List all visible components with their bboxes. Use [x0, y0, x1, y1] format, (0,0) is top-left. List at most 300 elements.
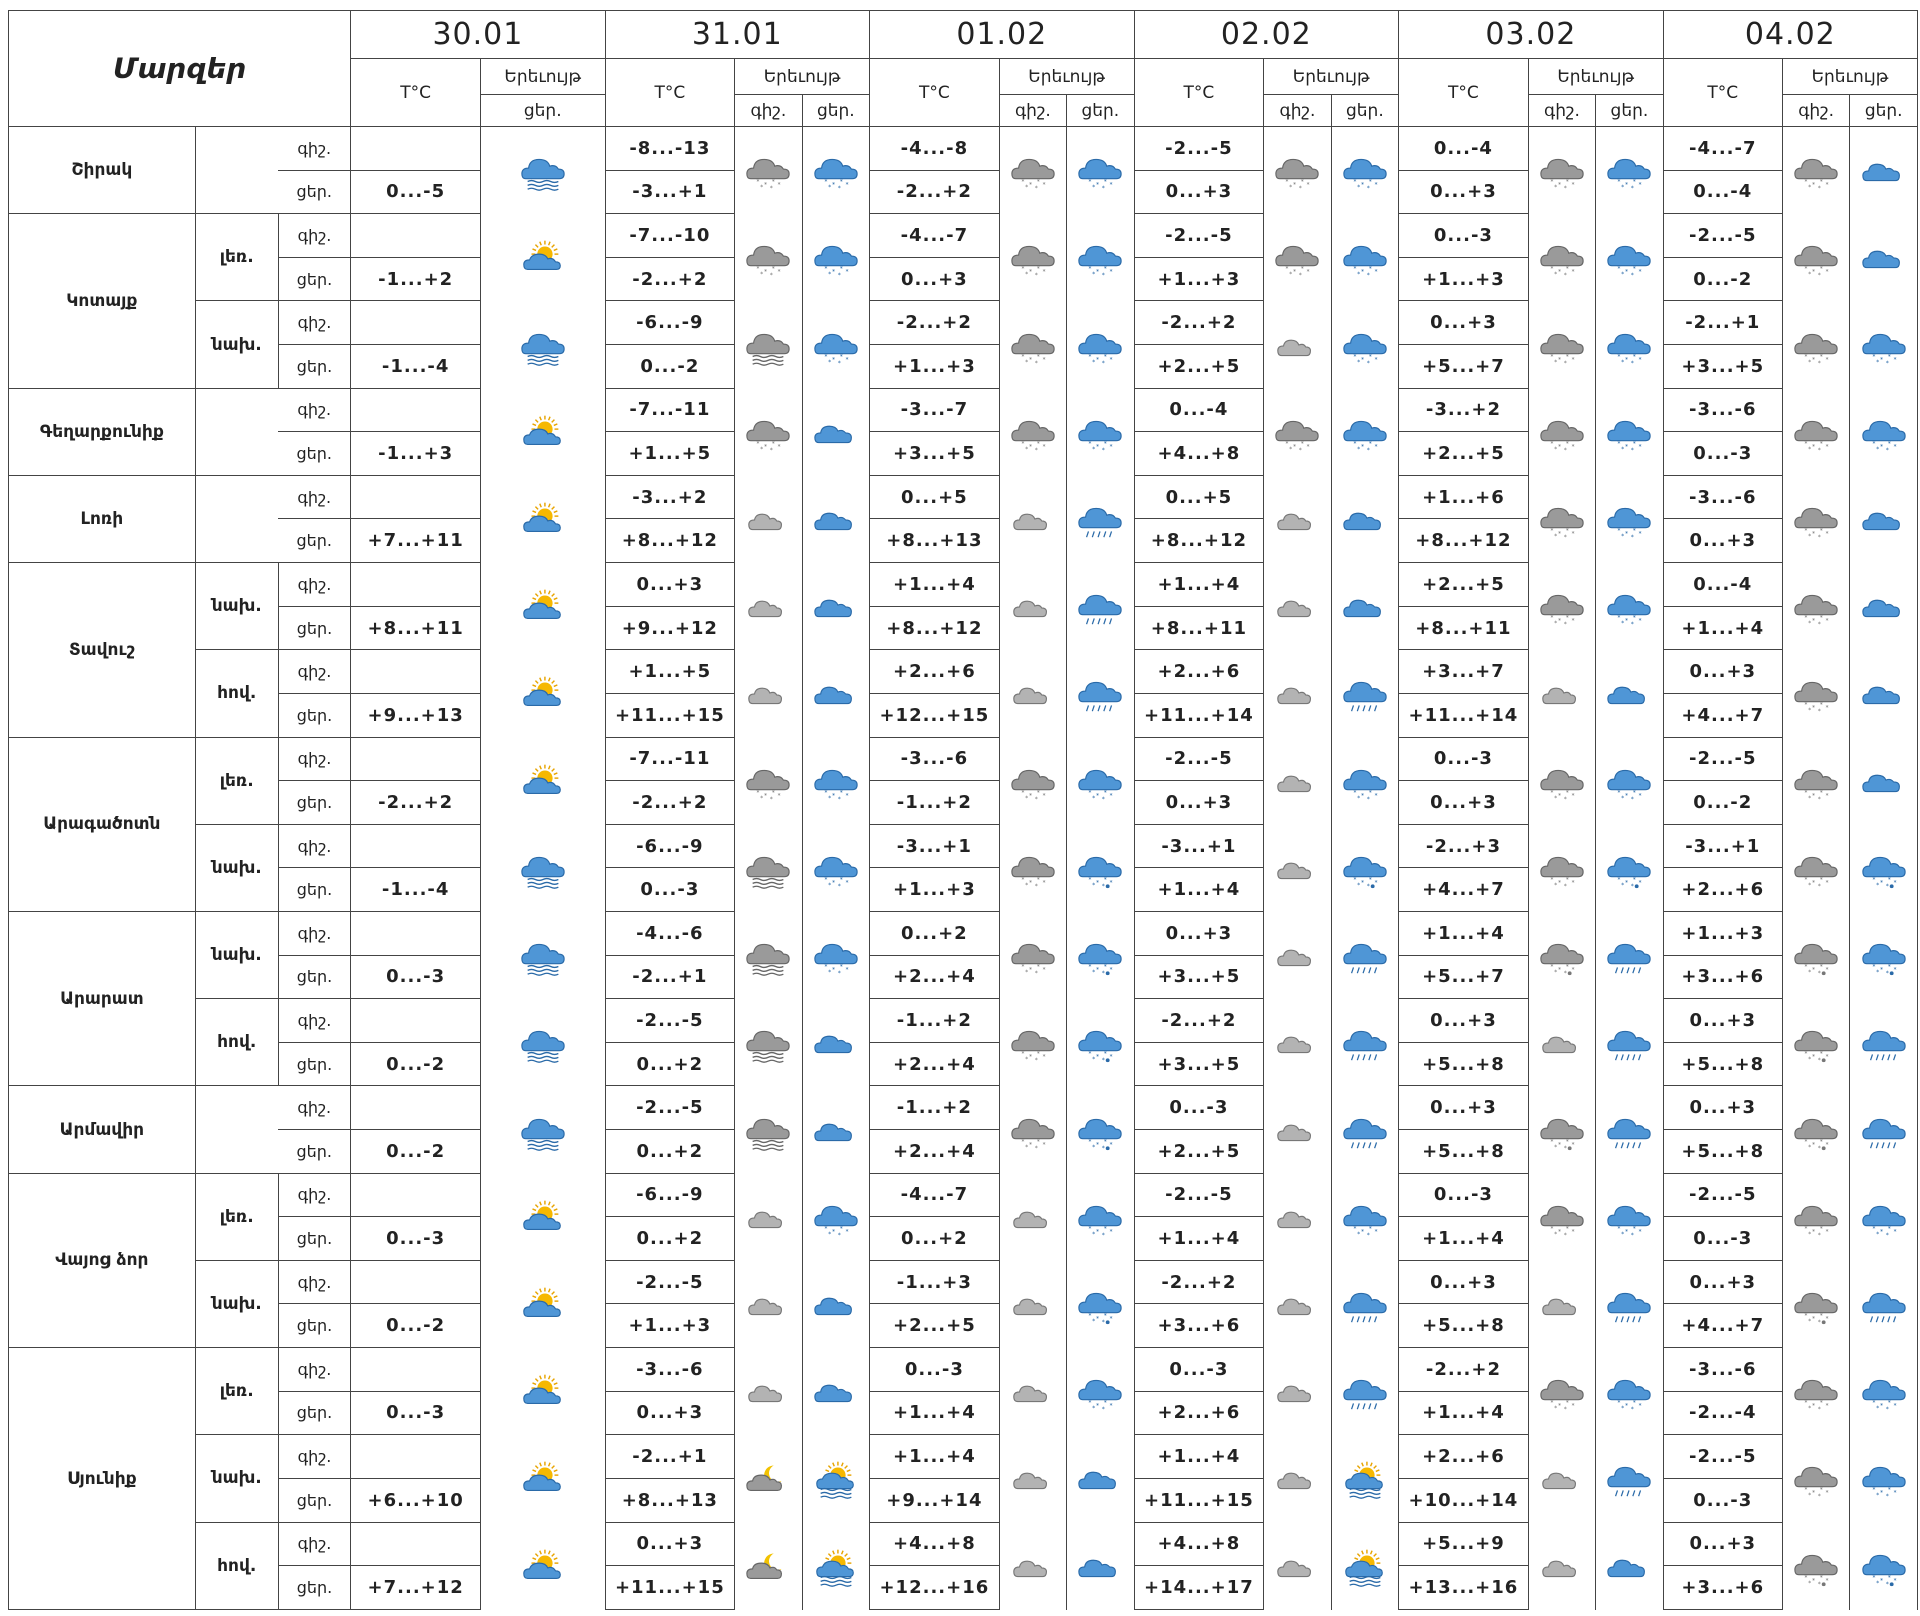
blue-cloud-icon	[1856, 233, 1912, 281]
weather-cell-night	[1264, 737, 1331, 824]
svg-text:*: *	[1812, 705, 1816, 712]
svg-text:*: *	[1353, 877, 1357, 884]
svg-text:*: *	[1021, 179, 1025, 186]
temp-value: +1...+4	[1134, 868, 1264, 912]
temp-value: +4...+7	[1399, 868, 1529, 912]
blue-sleet-icon	[1601, 844, 1657, 892]
gray-cloud-icon	[1269, 757, 1325, 805]
weather-cell-night	[1782, 911, 1849, 998]
gray-snow-icon	[740, 146, 796, 194]
svg-text:*: *	[1088, 266, 1092, 273]
svg-text:*: *	[1092, 1057, 1096, 1064]
temp-value: -7...-11	[605, 388, 735, 432]
svg-text:*: *	[1301, 179, 1305, 186]
weather-cell-day	[1331, 1435, 1398, 1522]
svg-text:*: *	[831, 182, 835, 189]
night-label: գիշ.	[278, 388, 351, 432]
temp-value: 0...-3	[351, 1217, 481, 1261]
svg-text:*: *	[756, 441, 760, 448]
svg-text:*: *	[1096, 880, 1100, 887]
blue-snow-icon	[1601, 321, 1657, 369]
temp-value: 0...+3	[1663, 1522, 1782, 1566]
svg-text:*: *	[777, 444, 781, 451]
gray-cloud-icon	[1534, 669, 1590, 717]
svg-text:*: *	[1818, 971, 1821, 978]
svg-text:*: *	[777, 269, 781, 276]
svg-text:*: *	[845, 356, 849, 363]
temp-value: +1...+4	[1663, 606, 1782, 650]
svg-text:*: *	[756, 790, 760, 797]
blue-cloud-icon	[808, 1018, 864, 1066]
regions-title: Մարզեր	[9, 11, 351, 127]
svg-text:*: *	[1875, 446, 1879, 453]
temp-value: +1...+4	[1134, 563, 1264, 607]
weather-cell-night	[1782, 475, 1849, 562]
date-header: 04.02	[1663, 11, 1917, 59]
sun-cloud-icon	[515, 1454, 571, 1502]
svg-text:*: *	[1109, 880, 1113, 887]
weather-cell-day	[1067, 911, 1134, 998]
subregion-name: նախ.	[195, 824, 278, 911]
svg-text:*: *	[1088, 353, 1092, 360]
svg-text:*: *	[1808, 1493, 1812, 1500]
subregion-name: լեռ.	[195, 1173, 278, 1260]
weather-cell	[481, 1086, 606, 1173]
svg-text:*: *	[1818, 360, 1821, 367]
svg-text:*: *	[824, 790, 828, 797]
gray-fog-icon	[740, 1018, 796, 1066]
weather-cell-night	[1264, 824, 1331, 911]
temp-value	[351, 911, 481, 955]
temp-value: -2...+2	[1134, 999, 1264, 1043]
svg-text:*: *	[1808, 1231, 1812, 1238]
weather-cell-day	[1331, 1173, 1398, 1260]
gray-snow-icon	[1788, 844, 1844, 892]
temp-value: -2...+1	[1663, 301, 1782, 345]
temp-value: +2...+5	[870, 1304, 1000, 1348]
svg-text:*: *	[1812, 1229, 1816, 1236]
temp-value: +5...+8	[1399, 1042, 1529, 1086]
temp-value: -1...-4	[351, 868, 481, 912]
svg-text:*: *	[1818, 709, 1821, 716]
svg-text:*: *	[1092, 795, 1096, 802]
svg-text:*: *	[1804, 877, 1808, 884]
temp-value: -2...+2	[1399, 1348, 1529, 1392]
weather-cell-day	[1596, 650, 1663, 737]
temp-value	[351, 737, 481, 781]
weather-cell	[481, 1522, 606, 1610]
svg-text:*: *	[1872, 1400, 1876, 1407]
weather-cell-night	[1264, 1348, 1331, 1435]
weather-cell-night	[1782, 1348, 1849, 1435]
svg-text:*: *	[1088, 441, 1092, 448]
svg-text:*: *	[831, 1229, 835, 1236]
temp-value: +8...+11	[1399, 606, 1529, 650]
gray-cloud-icon	[1269, 1454, 1325, 1502]
svg-text:*: *	[1639, 1403, 1642, 1410]
svg-text:*: *	[1879, 356, 1883, 363]
svg-text:*: *	[1554, 970, 1558, 977]
svg-text:*: *	[1042, 880, 1046, 887]
svg-text:*: *	[1565, 1400, 1569, 1407]
svg-text:*: *	[1818, 1407, 1821, 1414]
svg-text:*: *	[845, 880, 849, 887]
blue-snow-icon	[1856, 1454, 1912, 1502]
svg-text:*: *	[1104, 1051, 1108, 1058]
table-row	[9, 388, 1918, 432]
temp-value: -7...-10	[605, 214, 735, 258]
weather-cell-day	[1331, 1260, 1398, 1347]
svg-text:*: *	[1550, 441, 1554, 448]
svg-text:*: *	[764, 182, 768, 189]
sun-cloud-icon	[515, 1280, 571, 1328]
svg-text:*: *	[1617, 1400, 1621, 1407]
gray-snow-icon	[1005, 931, 1061, 979]
day-header: ցեր.	[1596, 95, 1663, 127]
gray-cloud-icon	[1269, 321, 1325, 369]
svg-text:*: *	[1299, 273, 1303, 280]
svg-text:*: *	[1088, 1138, 1092, 1145]
svg-text:*: *	[1893, 356, 1897, 363]
temp-value: -1...+2	[870, 781, 1000, 825]
svg-text:*: *	[1307, 269, 1310, 276]
gray-snow-icon	[1534, 757, 1590, 805]
svg-text:*: *	[1550, 353, 1554, 360]
temp-value: +1...+6	[1399, 475, 1529, 519]
svg-text:*: *	[1092, 970, 1096, 977]
svg-text:*: *	[1617, 179, 1621, 186]
svg-text:*: *	[1825, 531, 1829, 538]
sun-cloud-icon	[515, 1193, 571, 1241]
svg-text:*: *	[837, 186, 841, 193]
fog-cloud-icon	[515, 1106, 571, 1154]
svg-text:*: *	[1096, 1229, 1100, 1236]
svg-text:*: *	[1021, 266, 1025, 273]
svg-text:*: *	[1885, 884, 1889, 891]
region-name: Սյունիք	[9, 1348, 196, 1610]
svg-text:*: *	[1042, 269, 1046, 276]
temp-value: +11...+14	[1399, 693, 1529, 737]
gray-fog-icon	[740, 1106, 796, 1154]
blue-snow-icon	[1337, 757, 1393, 805]
blue-rain-icon	[1072, 495, 1128, 543]
svg-text:*: *	[1633, 615, 1637, 622]
gray-snow-icon	[1534, 582, 1590, 630]
svg-text:*: *	[1357, 883, 1361, 890]
svg-text:*: *	[1804, 964, 1808, 971]
weather-cell-day	[802, 301, 869, 388]
gray-sleet-icon	[1534, 931, 1590, 979]
svg-text:*: *	[1042, 1141, 1046, 1148]
weather-cell-day	[1331, 737, 1398, 824]
temp-value: 0...+3	[605, 1391, 735, 1435]
weather-cell-day	[802, 388, 869, 475]
gray-cloud-icon	[1269, 1542, 1325, 1590]
svg-text:*: *	[1804, 1138, 1808, 1145]
weather-cell-night	[1264, 650, 1331, 737]
svg-text:*: *	[772, 179, 776, 186]
weather-cell-night	[735, 911, 802, 998]
svg-text:*: *	[1299, 186, 1303, 193]
blue-rain-icon	[1601, 1280, 1657, 1328]
blue-sleet-icon	[1072, 1280, 1128, 1328]
fog-cloud-icon	[515, 844, 571, 892]
temp-value: -6...-9	[605, 301, 735, 345]
temp-value: -2...+2	[605, 781, 735, 825]
temp-value: 0...-3	[1134, 1086, 1264, 1130]
svg-text:*: *	[828, 272, 832, 279]
day-header: ցեր.	[1067, 95, 1134, 127]
blue-cloud-icon	[808, 1106, 864, 1154]
svg-text:*: *	[1825, 618, 1829, 625]
svg-text:*: *	[1025, 446, 1029, 453]
svg-text:*: *	[1639, 618, 1642, 625]
blue-cloud-icon	[808, 408, 864, 456]
phenomena-header: Երեւույթ	[1528, 59, 1663, 95]
temp-value: 0...-2	[1663, 257, 1782, 301]
sun-fog-icon	[1337, 1454, 1393, 1502]
weather-cell-night	[1528, 1173, 1595, 1260]
weather-cell-night	[1528, 301, 1595, 388]
svg-text:*: *	[1825, 1229, 1829, 1236]
blue-sleet-icon	[1072, 844, 1128, 892]
gray-snow-icon	[1005, 844, 1061, 892]
day-header: ցեր.	[1850, 95, 1918, 127]
svg-text:*: *	[828, 795, 832, 802]
temp-value: -2...+3	[1399, 824, 1529, 868]
svg-text:*: *	[1021, 877, 1025, 884]
svg-text:*: *	[1808, 795, 1812, 802]
weather-cell-night	[1782, 1260, 1849, 1347]
svg-text:*: *	[1307, 444, 1310, 451]
temp-value: +2...+4	[870, 1130, 1000, 1174]
blue-snow-icon	[1337, 233, 1393, 281]
temp-value: -7...-11	[605, 737, 735, 781]
svg-text:*: *	[1804, 1487, 1808, 1494]
temp-value: -4...-7	[1663, 127, 1782, 171]
blue-snow-icon	[1337, 408, 1393, 456]
svg-text:*: *	[1893, 1403, 1897, 1410]
svg-text:*: *	[1812, 269, 1816, 276]
svg-text:*: *	[756, 266, 760, 273]
temp-value: -2...-5	[1663, 1173, 1782, 1217]
temp-value: +3...+5	[870, 432, 1000, 476]
region-name: Տավուշ	[9, 563, 196, 737]
svg-text:*: *	[1819, 615, 1823, 622]
svg-text:*: *	[1808, 1057, 1812, 1064]
svg-text:*: *	[1036, 790, 1040, 797]
svg-text:*: *	[1554, 1231, 1558, 1238]
svg-text:*: *	[1092, 446, 1096, 453]
temp-value: 0...-3	[1663, 432, 1782, 476]
svg-text:*: *	[1025, 1057, 1029, 1064]
weather-cell-night	[735, 1173, 802, 1260]
gray-cloud-icon	[1269, 495, 1325, 543]
night-header: գիշ.	[999, 95, 1066, 127]
svg-text:*: *	[1554, 534, 1558, 541]
temp-value: 0...+3	[1663, 1260, 1782, 1304]
svg-text:*: *	[837, 971, 841, 978]
svg-text:*: *	[1104, 964, 1108, 971]
blue-sleet-icon	[1337, 844, 1393, 892]
svg-text:*: *	[1109, 1229, 1113, 1236]
gray-cloud-icon	[1534, 1018, 1590, 1066]
svg-text:*: *	[1096, 1403, 1100, 1410]
svg-text:*: *	[1104, 877, 1108, 884]
temp-value: -3...-6	[870, 737, 1000, 781]
weather-cell-night	[735, 1435, 802, 1522]
svg-text:*: *	[1819, 353, 1823, 360]
svg-text:*: *	[1825, 1490, 1829, 1497]
svg-text:*: *	[1550, 877, 1554, 884]
day-label: ցեր.	[278, 345, 351, 389]
weather-cell-day	[1850, 1260, 1918, 1347]
weather-cell-day	[802, 1173, 869, 1260]
svg-text:*: *	[1102, 884, 1106, 891]
blue-sleet-icon	[1072, 931, 1128, 979]
date-header: 31.01	[605, 11, 870, 59]
svg-text:*: *	[1617, 1226, 1621, 1233]
subregion-empty	[195, 127, 278, 214]
svg-text:*: *	[1029, 444, 1032, 451]
day-label: ցեր.	[278, 693, 351, 737]
blue-cloud-icon	[808, 1367, 864, 1415]
temp-value: -2...-5	[1663, 737, 1782, 781]
temp-value: 0...+3	[1399, 1260, 1529, 1304]
table-row	[9, 475, 1918, 519]
svg-text:*: *	[1021, 1051, 1025, 1058]
svg-text:*: *	[1617, 615, 1621, 622]
temp-value: 0...-3	[1399, 737, 1529, 781]
svg-text:*: *	[1563, 1232, 1567, 1239]
weather-cell-day	[802, 1522, 869, 1610]
svg-text:*: *	[1625, 792, 1629, 799]
svg-text:*: *	[1558, 531, 1562, 538]
weather-cell-day	[1850, 911, 1918, 998]
temp-value	[351, 1173, 481, 1217]
blue-rain-icon	[1856, 1106, 1912, 1154]
temp-value	[351, 301, 481, 345]
svg-text:*: *	[1633, 179, 1637, 186]
svg-text:*: *	[1036, 441, 1040, 448]
weather-cell-day	[802, 214, 869, 301]
subregion-name: հով.	[195, 650, 278, 737]
weather-cell-night	[1782, 737, 1849, 824]
svg-text:*: *	[1571, 1403, 1575, 1410]
svg-text:*: *	[1034, 1058, 1038, 1065]
temp-value	[351, 999, 481, 1043]
weather-cell-night	[999, 824, 1066, 911]
svg-text:*: *	[1887, 964, 1891, 971]
temp-value: -6...-9	[605, 1173, 735, 1217]
day-header: ցեր.	[1331, 95, 1398, 127]
svg-text:*: *	[1625, 1229, 1629, 1236]
weather-cell-day	[1596, 563, 1663, 650]
blue-cloud-icon	[1337, 582, 1393, 630]
svg-text:*: *	[1550, 1400, 1554, 1407]
blue-snow-icon	[1337, 1193, 1393, 1241]
svg-text:*: *	[1818, 447, 1821, 454]
phenomena-header: Երեւույթ	[735, 59, 870, 95]
date-header: 01.02	[870, 11, 1135, 59]
svg-text:*: *	[1036, 179, 1040, 186]
svg-text:*: *	[1625, 444, 1629, 451]
svg-text:*: *	[1034, 884, 1038, 891]
weather-cell-day	[1850, 1522, 1918, 1610]
weather-cell-night	[1528, 1348, 1595, 1435]
blue-snow-icon	[1856, 321, 1912, 369]
svg-text:*: *	[1366, 1232, 1370, 1239]
svg-text:*: *	[1025, 883, 1029, 890]
svg-text:*: *	[837, 1232, 841, 1239]
svg-text:*: *	[1029, 792, 1032, 799]
svg-text:*: *	[1104, 441, 1108, 448]
svg-text:*: *	[839, 266, 843, 273]
svg-text:*: *	[1029, 356, 1032, 363]
svg-text:*: *	[1631, 884, 1635, 891]
table-row	[9, 1435, 1918, 1479]
svg-text:*: *	[1563, 273, 1567, 280]
weather-cell-day	[1850, 301, 1918, 388]
svg-text:*: *	[1825, 1316, 1829, 1323]
table-row	[9, 650, 1918, 694]
temp-value: +1...+3	[1399, 257, 1529, 301]
gray-cloud-icon	[1269, 844, 1325, 892]
svg-text:*: *	[1879, 1490, 1883, 1497]
svg-text:*: *	[1621, 272, 1625, 279]
svg-text:*: *	[1104, 353, 1108, 360]
temp-value: 0...+3	[1663, 519, 1782, 563]
svg-text:*: *	[1818, 884, 1821, 891]
temp-value: +8...+13	[870, 519, 1000, 563]
svg-text:*: *	[845, 792, 849, 799]
svg-text:*: *	[1374, 444, 1378, 451]
gray-cloud-icon	[1269, 582, 1325, 630]
blue-snow-icon	[808, 1193, 864, 1241]
weather-cell-day	[1596, 301, 1663, 388]
weather-cell-day	[1331, 824, 1398, 911]
svg-text:*: *	[837, 884, 841, 891]
gray-sleet-icon	[1788, 1542, 1844, 1590]
svg-text:*: *	[1819, 1313, 1823, 1320]
weather-cell-day	[1850, 1086, 1918, 1173]
temp-value: +11...+15	[605, 693, 735, 737]
svg-text:*: *	[1804, 528, 1808, 535]
weather-cell-day	[1596, 1260, 1663, 1347]
svg-text:*: *	[828, 185, 832, 192]
night-header: գիշ.	[1264, 95, 1331, 127]
day-label: ցեր.	[278, 955, 351, 999]
blue-cloud-icon	[1856, 146, 1912, 194]
svg-text:*: *	[1109, 269, 1113, 276]
svg-text:*: *	[1092, 185, 1096, 192]
svg-text:*: *	[1818, 1232, 1821, 1239]
blue-snow-icon	[1601, 582, 1657, 630]
table-row	[9, 127, 1918, 171]
weather-cell-day	[1850, 1348, 1918, 1435]
night-label: գիշ.	[278, 1086, 351, 1130]
weather-cell-day	[1596, 388, 1663, 475]
sun-fog-icon	[1337, 1542, 1393, 1590]
svg-text:*: *	[1879, 1403, 1883, 1410]
temp-value: +5...+7	[1399, 955, 1529, 999]
temp-value: +8...+12	[1134, 519, 1264, 563]
svg-text:*: *	[1808, 534, 1812, 541]
svg-text:*: *	[1088, 1051, 1092, 1058]
blue-snow-icon	[1856, 1367, 1912, 1415]
gray-cloud-icon	[1269, 1018, 1325, 1066]
blue-snow-icon	[1601, 1367, 1657, 1415]
